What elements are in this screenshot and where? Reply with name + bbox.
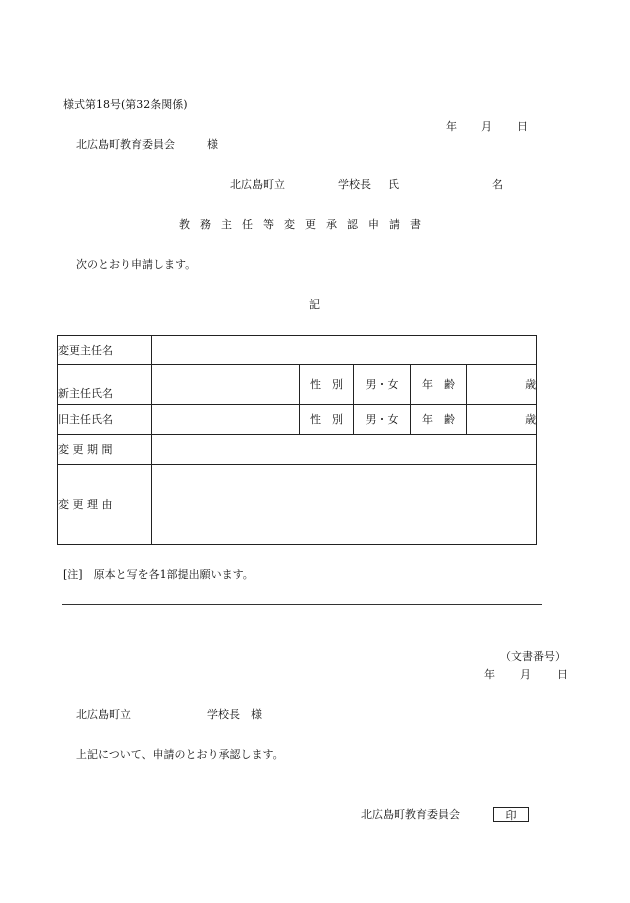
old-name-field[interactable]: [152, 405, 300, 435]
approval-school-prefix: 北広島町立: [76, 708, 131, 721]
new-age-label: 年 齢: [411, 365, 467, 405]
recipient-honorific: 様: [207, 138, 218, 151]
table-row: [58, 336, 537, 365]
changed-position-label: 変更主任名: [58, 336, 152, 365]
table-row: [58, 405, 537, 435]
old-name-label: 旧主任氏名: [58, 405, 152, 435]
intro-text: 次のとおり申請します。: [76, 258, 197, 271]
recipient-name: 北広島町教育委員会: [76, 138, 175, 151]
applicant-title: 学校長: [338, 178, 371, 191]
period-field[interactable]: [152, 435, 537, 465]
approval-date-day: 日: [557, 668, 568, 681]
date-month: 月: [481, 120, 492, 133]
old-sex-label: 性 別: [300, 405, 354, 435]
old-age-unit: 歳: [467, 405, 537, 435]
ki-heading: 記: [309, 298, 320, 311]
approval-issuer: 北広島町教育委員会: [361, 808, 460, 821]
changed-position-field[interactable]: [152, 336, 537, 365]
old-age-label: 年 齢: [411, 405, 467, 435]
reason-field[interactable]: [152, 465, 537, 545]
date-day: 日: [517, 120, 528, 133]
application-table: [57, 335, 537, 545]
table-row: [58, 465, 537, 545]
divider-line: [62, 604, 542, 605]
new-age-unit: 歳: [467, 365, 537, 405]
applicant-name-prefix: 氏: [388, 178, 399, 191]
new-sex-label: 性 別: [300, 365, 354, 405]
approval-title-honorific: 学校長 様: [207, 708, 262, 721]
approval-body: 上記について、申請のとおり承認します。: [76, 748, 284, 761]
new-name-label: 新主任氏名: [58, 365, 152, 405]
document-title: 教務主任等変更承認申請書: [179, 218, 431, 231]
applicant-school-prefix: 北広島町立: [230, 178, 285, 191]
table-row: [58, 435, 537, 465]
approval-date-month: 月: [520, 668, 531, 681]
date-year: 年: [446, 120, 457, 133]
new-name-field[interactable]: [152, 365, 300, 405]
seal-box: 印: [493, 807, 529, 822]
approval-doc-number: （文書番号）: [500, 650, 566, 663]
form-number: 様式第18号(第32条関係): [63, 98, 188, 111]
table-row: [58, 365, 537, 405]
applicant-name-suffix: 名: [492, 178, 503, 191]
approval-date-year: 年: [484, 668, 495, 681]
note-text: [注] 原本と写を各1部提出願います。: [63, 568, 254, 581]
period-label: 変 更 期 間: [58, 435, 152, 465]
old-sex-options[interactable]: 男・女: [354, 405, 411, 435]
new-sex-options[interactable]: 男・女: [354, 365, 411, 405]
reason-label: 変 更 理 由: [58, 465, 152, 545]
